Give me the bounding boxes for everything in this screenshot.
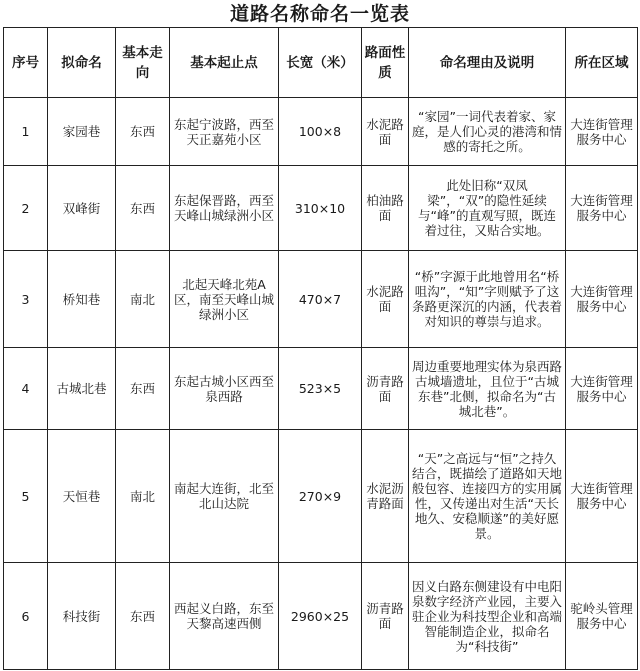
header-proposed-name: 拟命名 [48, 28, 116, 98]
cell-surface-type: 柏油路面 [362, 166, 409, 251]
header-length-width: 长宽（米） [279, 28, 362, 98]
cell-endpoints: 南起大连街，北至北山达院 [170, 430, 279, 563]
table-row [4, 348, 638, 430]
cell-area: 大连街管理服务中心 [566, 348, 638, 430]
cell-serial-no: 1 [4, 98, 48, 166]
table-row [4, 251, 638, 348]
cell-proposed-name: 双峰街 [48, 166, 116, 251]
cell-proposed-name: 科技街 [48, 563, 116, 670]
cell-proposed-name: 古城北巷 [48, 348, 116, 430]
cell-direction: 东西 [116, 563, 170, 670]
cell-naming-reason: “天”之高远与“恒”之持久结合，既描绘了道路如天地般包容、连接四方的实用属性，又传递出对生活“天长地久、安稳顺遂”的美好愿景。 [409, 430, 566, 563]
cell-surface-type: 水泥路面 [362, 98, 409, 166]
road-naming-table [3, 27, 638, 670]
header-serial-no: 序号 [4, 28, 48, 98]
header-surface-type: 路面性质 [362, 28, 409, 98]
cell-proposed-name: 家园巷 [48, 98, 116, 166]
cell-area: 驼岭头管理服务中心 [566, 563, 638, 670]
cell-length-width: 2960×25 [279, 563, 362, 670]
table-row [4, 430, 638, 563]
cell-area: 大连街管理服务中心 [566, 98, 638, 166]
cell-area: 大连街管理服务中心 [566, 430, 638, 563]
cell-surface-type: 沥青路面 [362, 563, 409, 670]
cell-proposed-name: 桥知巷 [48, 251, 116, 348]
page-title: 道路名称命名一览表 [229, 3, 410, 25]
cell-direction: 南北 [116, 430, 170, 563]
cell-surface-type: 水泥路面 [362, 251, 409, 348]
cell-area: 大连街管理服务中心 [566, 251, 638, 348]
cell-serial-no: 3 [4, 251, 48, 348]
cell-length-width: 523×5 [279, 348, 362, 430]
table-row [4, 166, 638, 251]
header-naming-reason: 命名理由及说明 [409, 28, 566, 98]
cell-surface-type: 沥青路面 [362, 348, 409, 430]
cell-length-width: 470×7 [279, 251, 362, 348]
cell-direction: 南北 [116, 251, 170, 348]
cell-direction: 东西 [116, 348, 170, 430]
table-row [4, 98, 638, 166]
cell-surface-type: 水泥沥青路面 [362, 430, 409, 563]
cell-naming-reason: 周边重要地理实体为泉西路古城墙遗址，且位于“古城东巷”北侧，拟命名为“古城北巷”。 [409, 348, 566, 430]
cell-length-width: 100×8 [279, 98, 362, 166]
header-area: 所在区域 [566, 28, 638, 98]
cell-area: 大连街管理服务中心 [566, 166, 638, 251]
cell-endpoints: 东起宁波路，西至天正嘉苑小区 [170, 98, 279, 166]
cell-direction: 东西 [116, 166, 170, 251]
cell-endpoints: 西起义白路，东至天黎高速西侧 [170, 563, 279, 670]
header-endpoints: 基本起止点 [170, 28, 279, 98]
cell-naming-reason: 因义白路东侧建设有中电阳泉数字经济产业园，主要入驻企业为科技型企业和高端智能制造企业，拟命名为“科技街” [409, 563, 566, 670]
cell-length-width: 270×9 [279, 430, 362, 563]
cell-serial-no: 6 [4, 563, 48, 670]
cell-length-width: 310×10 [279, 166, 362, 251]
cell-serial-no: 2 [4, 166, 48, 251]
table-header-row [4, 28, 638, 98]
header-direction: 基本走向 [116, 28, 170, 98]
cell-naming-reason: “家园”一词代表着家、家庭，是人们心灵的港湾和情感的寄托之所。 [409, 98, 566, 166]
cell-endpoints: 东起保晋路，西至天峰山城绿洲小区 [170, 166, 279, 251]
cell-naming-reason: “桥”字源于此地曾用名“桥咀沟”，“知”字则赋予了这条路更深沉的内涵，代表着对知识的尊崇与追求。 [409, 251, 566, 348]
cell-direction: 东西 [116, 98, 170, 166]
cell-endpoints: 北起天峰北苑A区，南至天峰山城绿洲小区 [170, 251, 279, 348]
cell-proposed-name: 天恒巷 [48, 430, 116, 563]
cell-serial-no: 4 [4, 348, 48, 430]
table-row [4, 563, 638, 670]
cell-serial-no: 5 [4, 430, 48, 563]
cell-endpoints: 东起古城小区西至泉西路 [170, 348, 279, 430]
cell-naming-reason: 此处旧称“双凤梁”，“双”的隐性延续与“峰”的直观写照，既连着过往，又贴合实地。 [409, 166, 566, 251]
